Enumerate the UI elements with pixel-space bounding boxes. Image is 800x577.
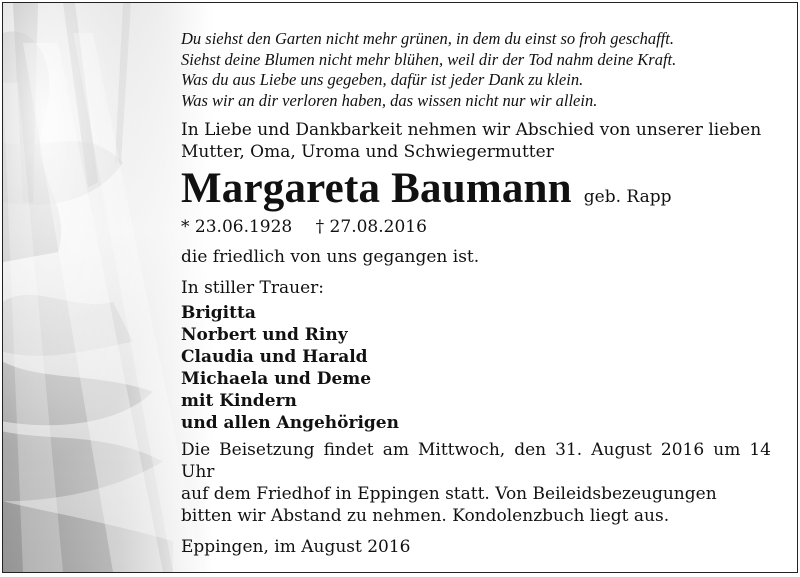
mourner-name: Norbert und Riny (181, 325, 348, 345)
mourning-heading: In stiller Trauer: (181, 278, 324, 298)
deceased-name: Margareta Baumann (181, 165, 572, 212)
intro-line: In Liebe und Dankbarkeit nehmen wir Abschied von unserer lieben (181, 120, 762, 140)
poem-line: Du siehst den Garten nicht mehr grünen, in dem du einst so froh geschafft. (181, 29, 674, 48)
funeral-line: bitten wir Abstand zu nehmen. Kondolenzbuch liegt aus. (181, 506, 670, 526)
poem-line: Siehst deine Blumen nicht mehr blühen, weil dir der Tod nahm deine Kraft. (181, 49, 677, 69)
birth-date: * 23.06.1928 (181, 217, 293, 237)
life-dates (181, 216, 771, 238)
mourner-name: Brigitta (181, 303, 256, 323)
passed-text: die friedlich von uns gegangen ist. (181, 247, 480, 267)
deceased-name-row (181, 165, 771, 213)
poem-line: Was du aus Liebe uns gegeben, dafür ist jeder Dank zu klein. (181, 70, 584, 89)
mourner-name: mit Kindern (181, 391, 297, 411)
obituary-text (181, 29, 771, 558)
obituary-card (2, 2, 798, 573)
place-and-date: Eppingen, im August 2016 (181, 537, 411, 557)
funeral-line: auf dem Friedhof in Eppingen statt. Von Beileidsbezeugungen (181, 484, 717, 504)
intro-line: Mutter, Oma, Uroma und Schwiegermutter (181, 142, 554, 162)
maiden-name: geb. Rapp (583, 187, 672, 207)
poem-line: Was wir an dir verloren haben, das wissen nicht nur wir allein. (181, 90, 598, 110)
mourner-name: und allen Angehörigen (181, 413, 399, 433)
funeral-line: Die Beisetzung findet am Mittwoch, den 31. August 2016 um 14 Uhr (181, 440, 771, 482)
mourners-list (181, 302, 771, 434)
memorial-poem (181, 29, 771, 111)
mourner-name: Michaela und Deme (181, 369, 372, 389)
mourner-name: Claudia und Harald (181, 347, 368, 367)
farewell-intro (181, 119, 771, 163)
funeral-notice (181, 439, 771, 527)
death-date: † 27.08.2016 (315, 217, 427, 237)
